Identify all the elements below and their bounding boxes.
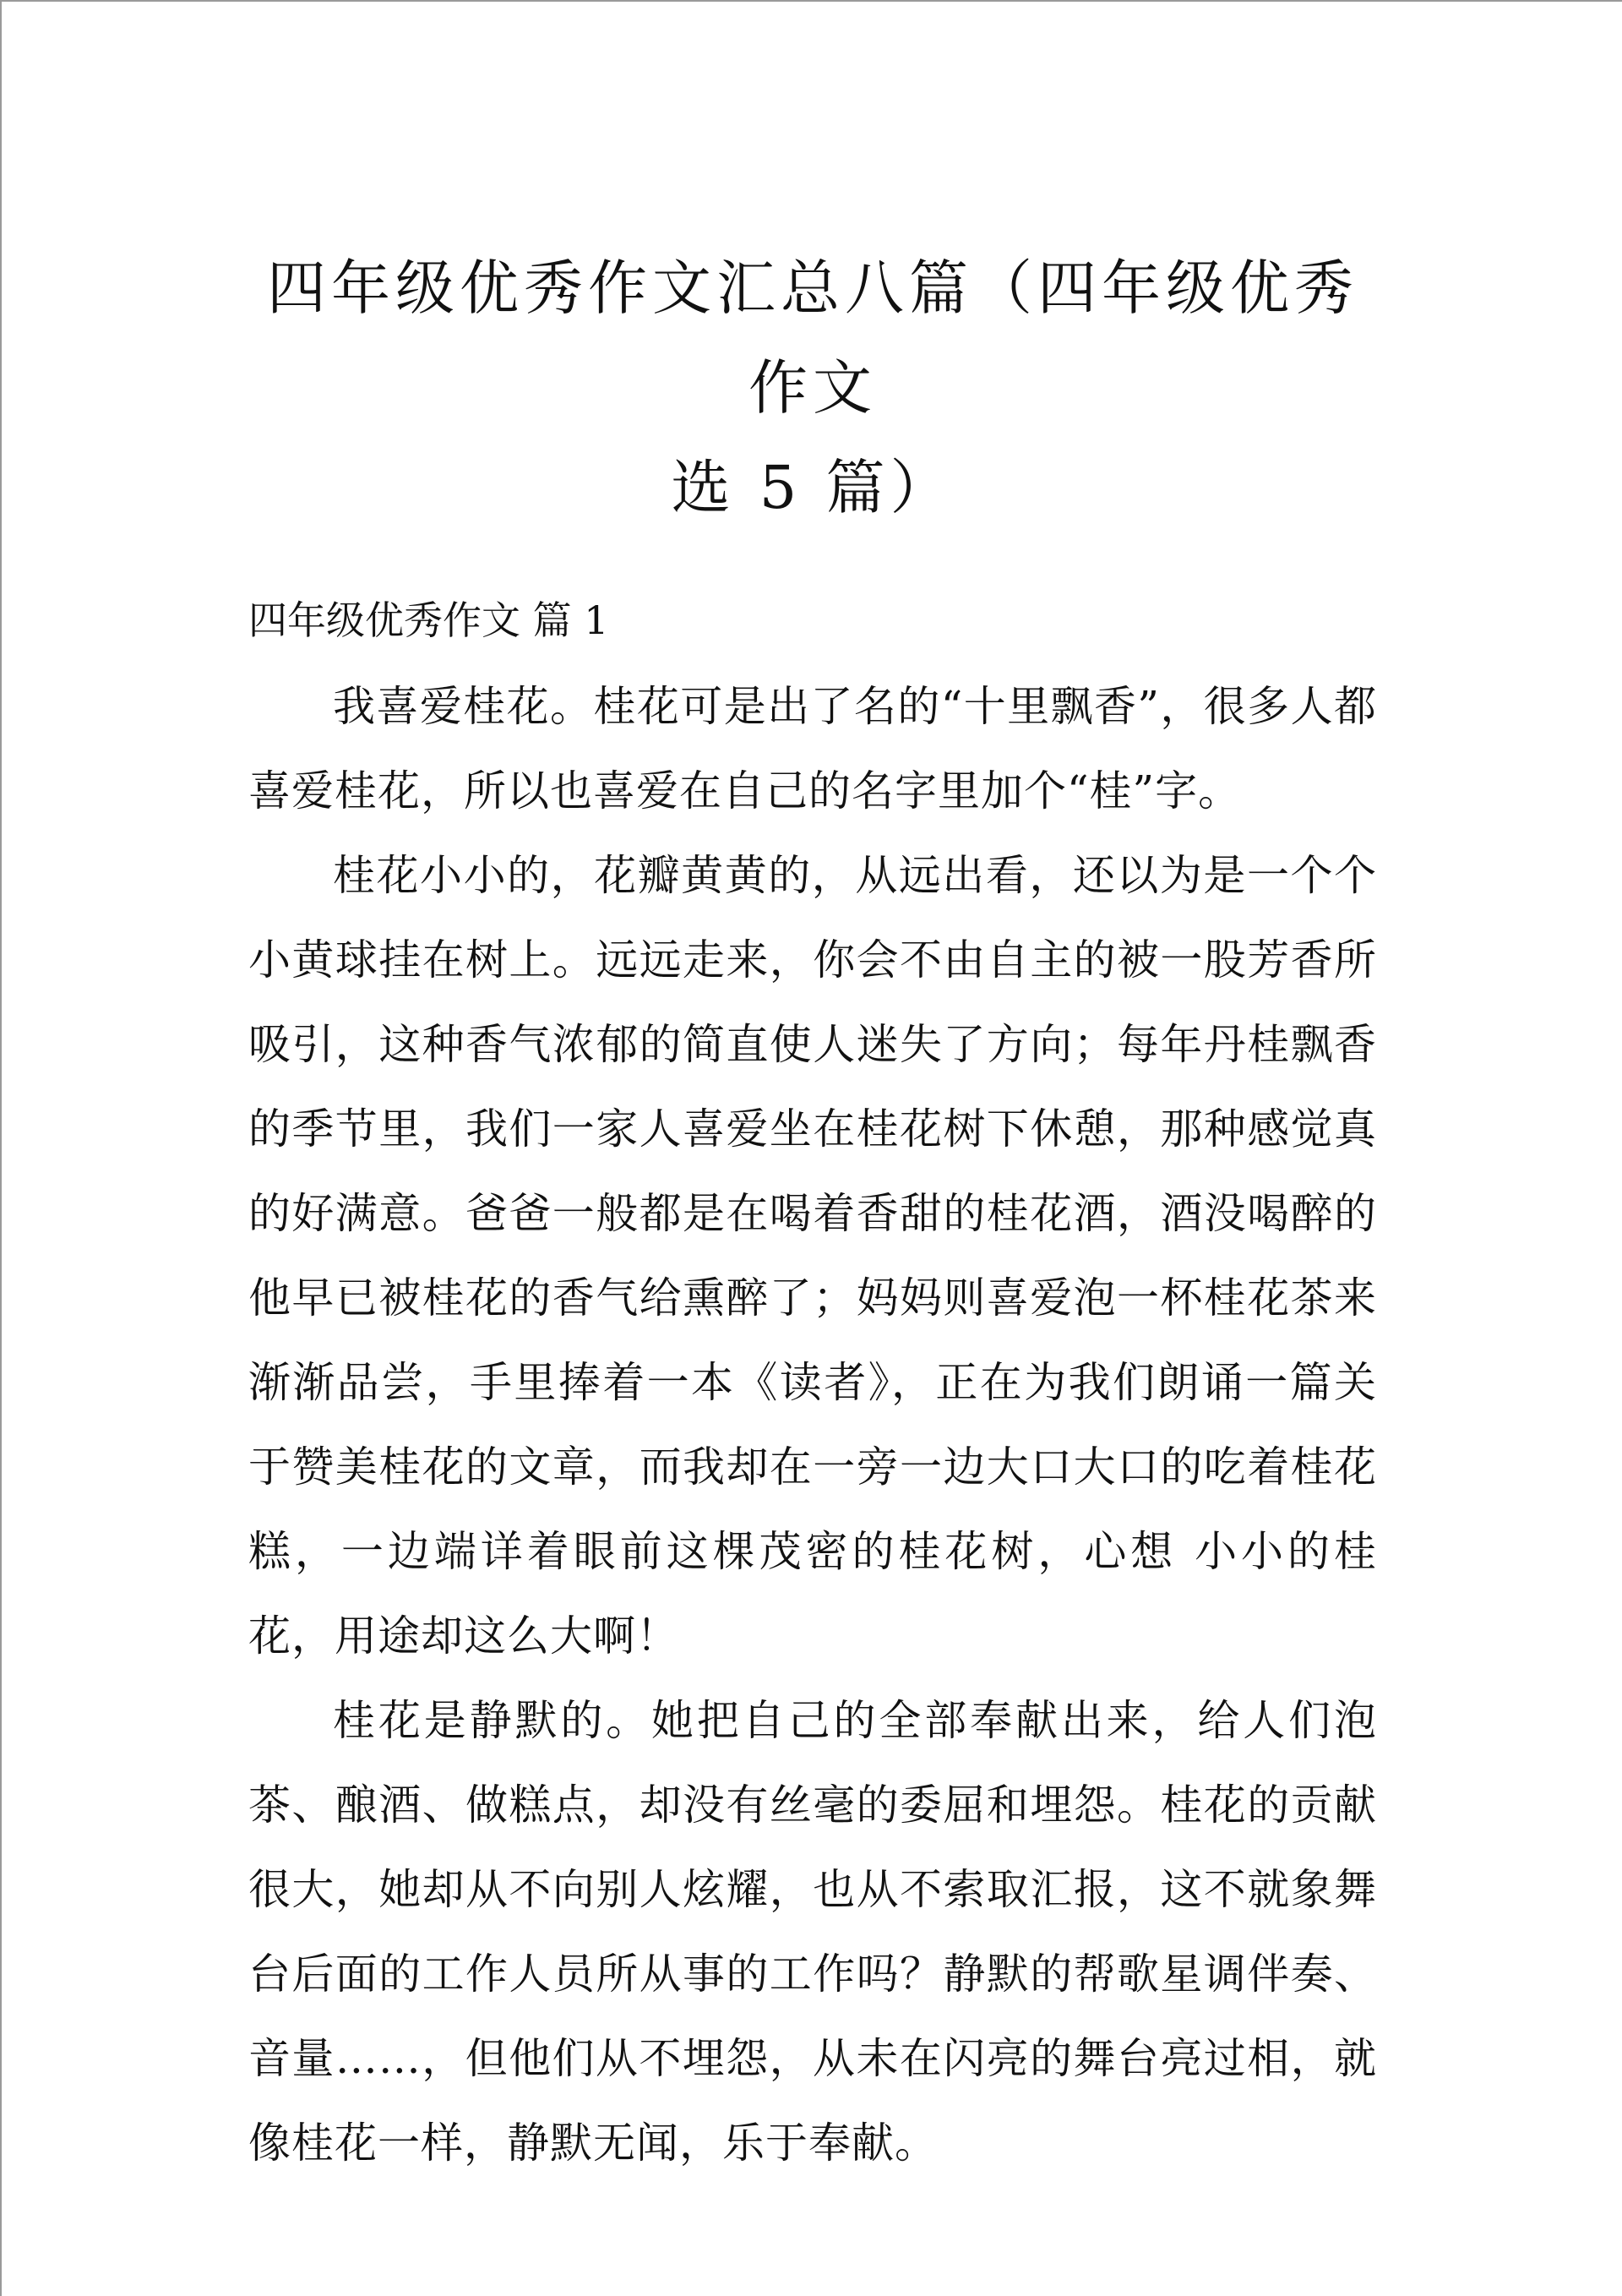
document-title-line-1: 四年级优秀作文汇总八篇（四年级优秀作文 xyxy=(267,254,1358,423)
document-body xyxy=(248,238,1377,2185)
section-heading: 四年级优秀作文 篇 1 xyxy=(248,597,609,643)
paragraph-2: 桂花小小的，花瓣黄黄的，从远出看，还以为是一个个小黄球挂在树上。远远走来，你会不由自主的被一股芳香所吸引，这种香气浓郁的简直使人迷失了方向；每年丹桂飘香的季节里，我们一家人喜爱坐在桂花树下休憩，那种感觉真的好满意。爸爸一般都是在喝着香甜的桂花酒，酒没喝醉的他早已被桂花的香气给熏醉了；妈妈则喜爱泡一杯桂花茶来渐渐品尝，手里捧着一本《读者》，正在为我们朗诵一篇关于赞美桂花的文章，而我却在一旁一边大口大口的吃着桂花糕，一边端详着眼前这棵茂密的桂花树，心想 小小的桂花，用途却这么大啊！ xyxy=(248,851,1377,1661)
paragraph-3: 桂花是静默的。她把自己的全部奉献出来，给人们泡茶、酿酒、做糕点，却没有丝毫的委屈和埋怨。桂花的贡献很大，她却从不向别人炫耀，也从不索取汇报，这不就象舞台后面的工作人员所从事的工作吗？静默的帮歌星调伴奏、音量……，但他们从不埋怨，从未在闪亮的舞台亮过相，就像桂花一样，静默无闻，乐于奉献。 xyxy=(248,1696,1377,2168)
document-title xyxy=(248,238,1377,537)
document-title-line-2: 选 5 篇） xyxy=(671,453,955,522)
paragraph-1: 我喜爱桂花。桂花可是出了名的“十里飘香”，很多人都喜爱桂花，所以也喜爱在自己的名字里加个“桂”字。 xyxy=(248,682,1377,815)
